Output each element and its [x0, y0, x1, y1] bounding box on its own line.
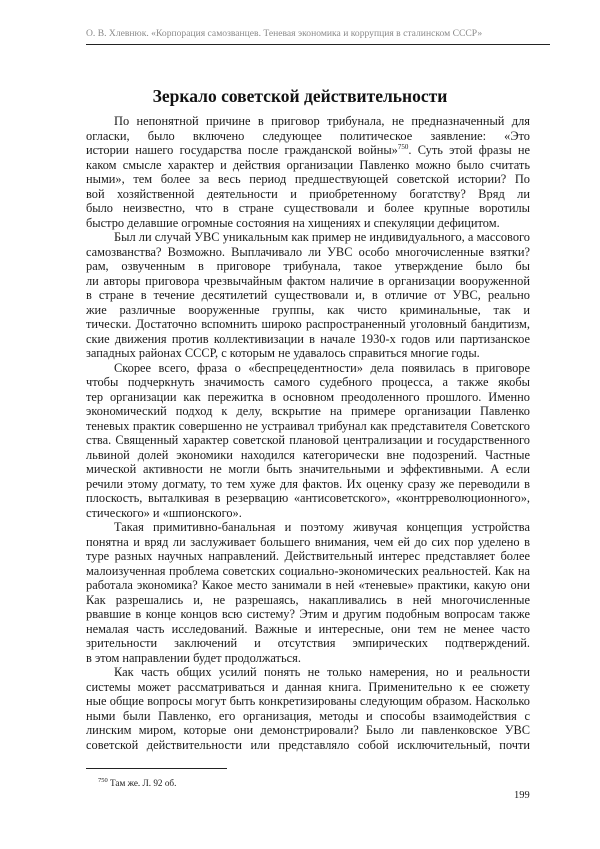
text-line: речили этому догмату, то тем хуже для фактов. Их оценку сразу же переводили в: [86, 476, 530, 491]
text-line: львиной долей экономики находился категорически вне подозрений. Частные: [86, 447, 530, 462]
text-line: понятна и вряд ли заслуживает большего внимания, чем ей до сих пор уделено в: [86, 534, 530, 549]
page-number: 199: [514, 790, 530, 801]
text-line: стического» и «шпионского».: [86, 505, 242, 520]
text-line: Как часть общих усилий понять не только намерения, но и реальности: [114, 665, 530, 679]
text-line: ства. Священный характер советской плановой централизации и государственного: [86, 433, 530, 447]
text-line: советской действительности или представляло собой исключительный, почти: [86, 737, 530, 752]
text-line: ные общие вопросы могут быть конкретизированы следующим образом. Насколько: [86, 694, 530, 708]
text-line: каком смысле характер и действия организации Павленко можно было считать: [86, 157, 530, 172]
text-segment: истории нашего государства после гражданской войны»: [86, 143, 398, 157]
text-line: вой хозяйственной деятельности и приобретенному богатству? Вряд ли: [86, 186, 530, 201]
text-segment: . Суть этой фразы не: [408, 143, 530, 157]
text-line: экономический подход к делу, вскрытие на примере организации Павленко: [86, 404, 530, 418]
text-line: По непонятной причине в приговор трибунала, не предназначенный для: [114, 114, 530, 128]
text-line: Скорее всего, фраза о «беспрецедентности» дела появилась в приговоре: [114, 360, 530, 375]
text-line: немалая часть исследований. Важные и интересные, они тем не менее часто: [86, 621, 530, 636]
footnote-rule: [86, 768, 227, 769]
footnote-reference[interactable]: 750: [397, 143, 409, 151]
text-line: Был ли случай УВС уникальным как пример не индивидуального, а массового: [114, 230, 530, 244]
running-head: О. В. Хлевнюк. «Корпорация самозванцев. Теневая экономика и коррупция в сталинском СССР»: [86, 28, 483, 39]
footnote: [98, 778, 176, 788]
text-line: ными были Павленко, его организация, методы и способы взаимодействия с: [86, 708, 530, 723]
text-line: плоскость, выталкивая в резервацию «антисоветского», «контрреволюционного»,: [86, 491, 530, 505]
text-line: малоизученная проблема советских социально-экономических реальностей. Как на: [86, 563, 530, 578]
text-line: ские движения против коллективизации в начале 1930-х годов или партизанское: [86, 331, 530, 346]
text-line: было неизвестно, что в стране существовали и более крупные воротилы: [86, 201, 530, 215]
text-line: мической активности не могли быть значительными и эффективными. А если: [86, 462, 530, 476]
text-line: западных районах СССР, с которым не удавалось справиться многие годы.: [86, 346, 480, 360]
paragraph: [86, 114, 530, 230]
text-line: работала экономика? Какое место занимали в ней «теневые» практики, какую они: [86, 578, 530, 592]
paragraph: [86, 520, 530, 665]
text-line: чтобы подчеркнуть значимость самого судебного процесса, а также якобы: [86, 375, 530, 389]
text-line: рвавшие в конце концов всю систему? Этим и другим подобным вопросам также: [86, 607, 530, 621]
text-line: теневых практик совершенно не устраивал трибунал как представителя Советского: [86, 418, 530, 433]
text-line: [86, 143, 530, 158]
text-line: в этом направлении будет продолжаться.: [86, 650, 301, 665]
paragraph: [86, 361, 530, 521]
text-line: Как разрешались и, не разрешаясь, накапливались в ней многочисленные: [86, 592, 530, 607]
text-line: ли авторы приговора чрезвычайным фактом наличие в организации вооруженной: [86, 273, 530, 288]
text-line: Такая примитивно-банальная и поэтому живучая концепция устройства: [114, 520, 530, 534]
text-line: линским миром, которые они демонстрировали? Было ли павленковское УВС: [86, 723, 530, 737]
text-line: в стране в течение десятилетий существовали и, в отличие от УВС, реально: [86, 288, 530, 302]
text-line: тически. Достаточно вспомнить широко распространенный уголовный бандитизм,: [86, 317, 530, 331]
text-line: системы может рассматриваться и данная книга. Применительно к ее сюжету: [86, 679, 530, 694]
body-text: [86, 114, 530, 752]
text-line: зрительности заключений и отсутствия эмпирических подтверждений.: [86, 636, 530, 650]
text-line: тер организации как пережитка в основном преодоленного прошлого. Именно: [86, 389, 530, 404]
footnote-text: Там же. Л. 92 об.: [110, 778, 177, 788]
paragraph: [86, 230, 530, 361]
paragraph: [86, 665, 530, 752]
text-line: туре разных научных направлений. Действительный интерес представляет более: [86, 549, 530, 563]
text-line: быстро делавшие огромные состояния на хищениях и спекуляции дефицитом.: [86, 215, 500, 230]
text-line: рам, озвученным в приговоре трибунала, такое утверждение было бы: [86, 259, 530, 273]
text-line: ными», тем более за весь период предшествующей советской истории? По: [86, 172, 530, 186]
text-line: огласки, было включено следующее политическое заявление: «Это: [86, 128, 530, 143]
text-line: самозванства? Возможно. Выплачивало ли УВС особо многочисленные взятки?: [86, 244, 530, 259]
header-rule: [86, 44, 550, 45]
text-line: жие различные вооруженные группы, как чисто криминальные, так и: [86, 302, 530, 317]
section-title: Зеркало советской действительности: [152, 86, 448, 106]
footnote-number: 750: [98, 777, 108, 784]
